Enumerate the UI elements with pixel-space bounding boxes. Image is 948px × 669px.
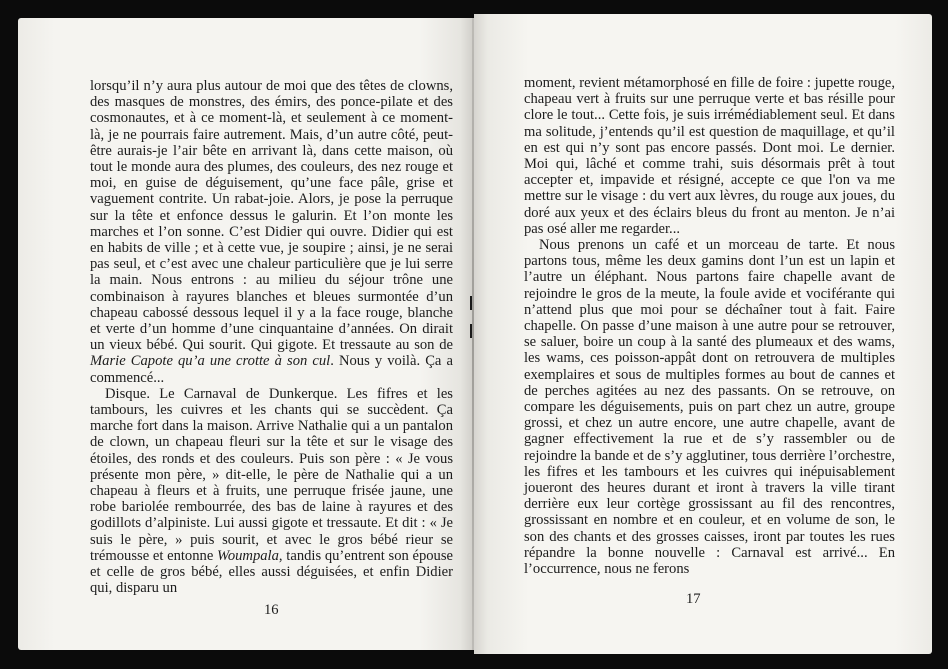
paragraph-text: . Nous y voilà. Ça a commencé... — [90, 353, 453, 386]
left-page — [18, 18, 474, 650]
song-name: Woumpala — [217, 547, 279, 564]
right-paragraph-2: Nous prenons un café et un morceau de tarte. Et nous partons tous, même les deux gamins dont l’un est un lapin et l’autre un éléphant. Nous partons faire chapelle avant de rejoindre le gros de la meute, la foule avide et vociférante qui n’attend plus que moi pour se déchaîner tout à fait. Faire chapelle. On passe d’une maison à une autre pour se retrouver, se saluer, boire un coup à la santé des plumeaux et des wams, les wams, ces poisson-appât dont on retrouvera de multiples exemplaires et sous de multiples formes au bout de cannes et de perches agitées au nez des passants. On se retrouve, on compare les déguisements, puis on part chez un autre, groupe grossi, et chez un autre encore, une autre chapelle, avant de gagner effectivement la rue et de s’y rassembler ou de rejoindre la bande et de s’y agglutiner, tous derrière l’orchestre, les fifres et les tambours et les cuivres qui inépuisablement joueront des heures durant et iront à travers la ville tirant derrière eux leur cortège grossissant au fil des rencontres, grossissant en nombre et en couleur, et en volume de son, le son des chants et des grosses caisses, iront par toutes les rues répandre la bonne nouvelle : Carnaval est arrivé... En l’occurrence, nous ne ferons — [524, 237, 895, 578]
right-page-text — [524, 75, 895, 577]
paragraph-text: Disque. Le Carnaval de Dunkerque. Les fifres et les tambours, les cuivres et les chants qui se succèdent. Ça marche fort dans la maison. Arrive Nathalie qui a un pantalon de clown, un chapeau fleuri sur la tête et sur le visage des étoiles, des ronds et des couleurs. Puis son père : « Je vous présente mon père, » dit-elle, le père de Nathalie qui a un chapeau à fleurs et à fruits, une perruque frisée jaune, une robe bariolée rembourrée, des bas de laine à rayures et des godillots d’alpiniste. Lui aussi gigote et tressaute. Et dit : « Je suis le père, » puis sourit, et avec le gros bébé rieur se trémousse et entonne — [90, 385, 453, 564]
right-paragraph-1: moment, revient métamorphosé en fille de foire : jupette rouge, chapeau vert à fruits sur une perruque verte et bas résille pour clore le tout... Cette fois, je suis irrémédiablement seul. Et dans ma solitude, j’entends qu’il est question de maquillage, et qu’il en est qui n’y sont pas encore passés. Dont moi. Le dernier. Moi qui, lâché et comme trahi, suis désormais prêt à tout accepter et, impavide et résigné, accepte ce que l'on va me mettre sur le visage : du vert aux lèvres, du rouge aux joues, du doré aux yeux et des éclairs bleus du front au menton. Je n’ai pas osé aller me regarder... — [524, 75, 895, 237]
paragraph-text: lorsqu’il n’y aura plus autour de moi que des têtes de clowns, des masques de monstres, des émirs, des ponce-pilate et des cosmonautes, et à ce moment-là, et seulement à ce moment-là, je ne pourrais faire autrement. Mais, d’un autre côté, peut-être aurais-je l’air bête en arrivant là, dans cette maison, où tout le monde aura des plumes, des couleurs, des nez rouge et moi, en guise de déguisement, qu’une face pâle, grise et vaguement contrite. Un rabat-joie. Alors, je pose la perruque sur la tête et enfonce dessus le galurin. Et l’on monte les marches et l’on sonne. C’est Didier qui ouvre. Didier qui est en habits de ville ; et à cette vue, je soupire ; ainsi, je ne serai pas seul, et c’est avec une chaleur particulière que je lui serre la main. Nous entrons : au milieu du séjour trône une combinaison à rayures blanches et bleues surmontée d’un chapeau cabossé dessous lequel il y a la face rouge, blanche et verte d’un homme d’une cinquantaine d’années. On dirait un vieux bébé. Qui sourit. Qui gigote. Et tressaute au son de — [90, 78, 453, 354]
book-gutter — [472, 18, 474, 650]
left-page-text — [90, 78, 453, 597]
left-paragraph-1 — [90, 78, 453, 386]
page-number-right: 17 — [686, 591, 701, 607]
right-page — [474, 14, 932, 654]
song-title: Marie Capote qu’a une crotte à son cul — [90, 353, 331, 370]
page-number-left: 16 — [264, 602, 279, 618]
paragraph-text: tandis qu’entrent son épouse et celle de gros bébé, elles aussi déguisées, et enfin Didier qui, disparu un — [90, 547, 454, 597]
left-paragraph-2: Disque. Le Carnaval de Dunkerque. Les fifres et les tambours, les cuivres et les chants qui se succèdent. Ça marche fort dans la maison. Arrive Nathalie qui a un pantalon de clown, un chapeau fleuri sur la tête et sur le visage des étoiles, des ronds et des couleurs. Puis son père : « Je vous présente mon père, » dit-elle, le père de Nathalie qui a un chapeau à fleurs et à fruits, une perruque frisée jaune, une robe bariolée rembourrée, des bas de laine à rayures et des godillots d’alpiniste. Lui aussi gigote et tressaute. Et dit : « Je suis le père, » puis sourit, et avec le gros bébé rieur se trémousse et entonne Woumpala, tandis qu’entrent son épouse et celle de gros bébé, elles aussi déguisées, et enfin Didier qui, disparu un — [90, 385, 454, 597]
